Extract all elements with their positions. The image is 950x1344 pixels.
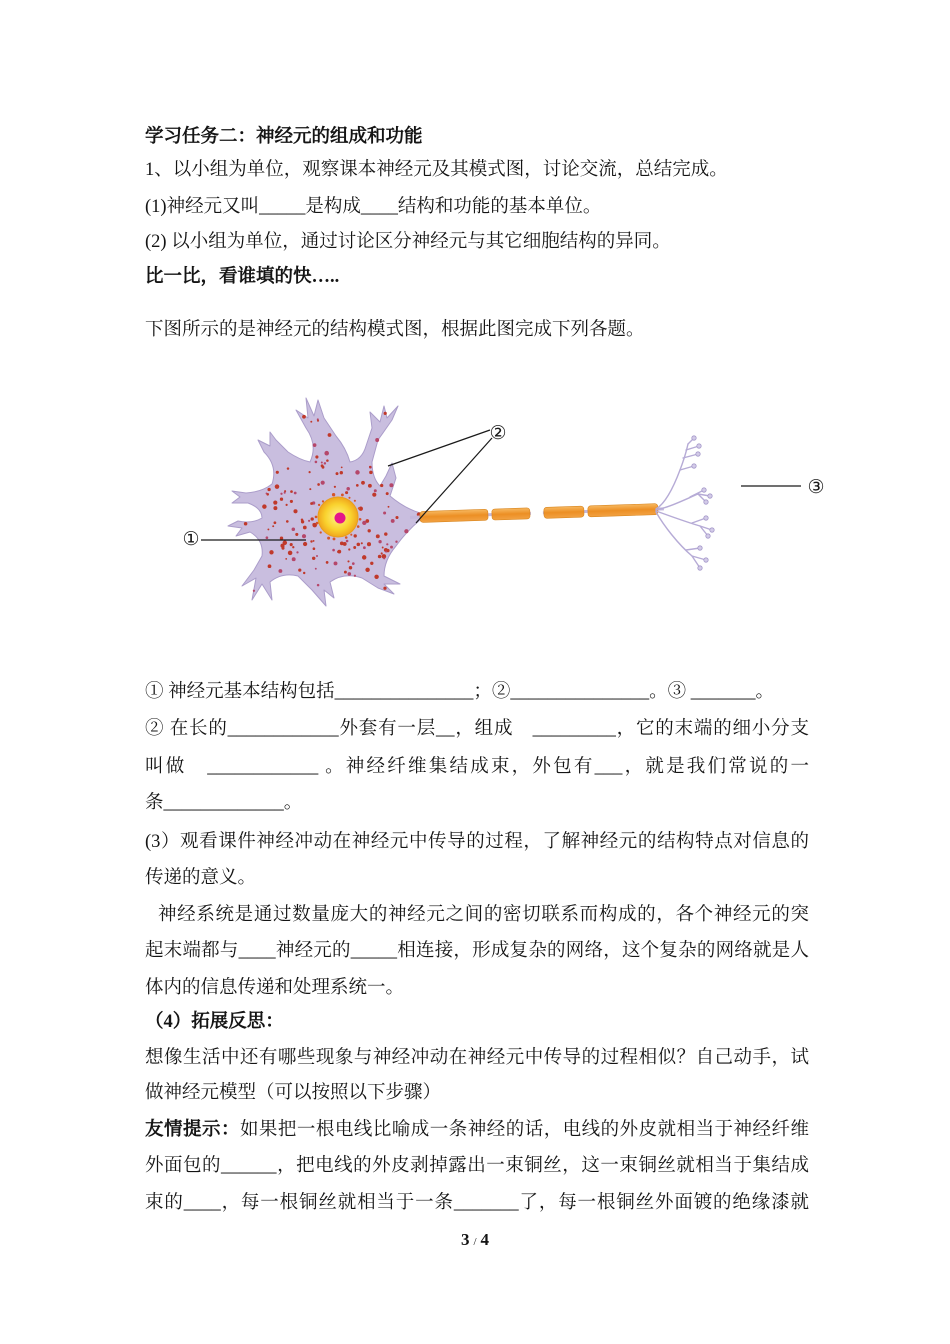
fill-in-item-2-line: 条_____________。 — [145, 793, 303, 813]
cytoplasm-dot — [310, 540, 312, 542]
cytoplasm-dot — [332, 549, 335, 552]
cytoplasm-dot — [301, 518, 304, 521]
cytoplasm-dot — [378, 540, 381, 543]
cytoplasm-dot — [357, 543, 361, 547]
tip-label: 友情提示： — [145, 1120, 240, 1140]
neuron-diagram — [0, 380, 950, 620]
task4-line: 想像生活中还有哪些现象与神经冲动在神经元中传导的过程相似？自己动手，试 — [145, 1048, 809, 1068]
cytoplasm-dot — [376, 534, 380, 538]
cell-body — [228, 398, 420, 606]
cytoplasm-dot — [324, 462, 326, 464]
cytoplasm-dot — [383, 511, 386, 514]
cytoplasm-dot — [352, 562, 355, 565]
cytoplasm-dot — [345, 491, 348, 494]
cytoplasm-dot — [292, 546, 294, 548]
cytoplasm-dot — [275, 484, 280, 489]
cytoplasm-dot — [295, 533, 298, 536]
terminal-knob — [696, 452, 700, 456]
terminal-knob — [692, 464, 696, 468]
axon — [410, 503, 664, 522]
nucleus-granule — [358, 507, 360, 509]
cytoplasm-dot — [268, 564, 272, 568]
cytoplasm-dot — [349, 566, 352, 569]
cytoplasm-dot — [302, 534, 306, 538]
cytoplasm-dot — [344, 571, 347, 574]
cytoplasm-dot — [362, 555, 366, 559]
nucleus-granule — [357, 525, 360, 528]
cytoplasm-dot — [273, 501, 277, 505]
page-number — [0, 1228, 950, 1254]
nucleus-granule — [327, 537, 330, 540]
cytoplasm-dot — [303, 542, 307, 546]
cytoplasm-dot — [292, 557, 296, 561]
cytoplasm-dot — [343, 542, 347, 546]
nucleus-granule — [322, 500, 324, 502]
cytoplasm-dot — [315, 455, 318, 458]
cytoplasm-dot — [244, 522, 248, 526]
nucleus-granule — [318, 504, 320, 506]
cytoplasm-dot — [368, 529, 371, 532]
nucleus-granule — [316, 522, 319, 525]
cytoplasm-dot — [348, 572, 352, 576]
cytoplasm-dot — [276, 471, 279, 474]
cytoplasm-dot — [337, 550, 341, 554]
cytoplasm-dot — [267, 528, 269, 530]
cytoplasm-dot — [315, 461, 318, 464]
cytoplasm-dot — [253, 590, 255, 592]
cytoplasm-dot — [266, 492, 268, 494]
fill-in-item-2-line: 叫做 ____________ 。神经纤维集结成束，外包有___，就是我们常说的一 — [145, 757, 809, 777]
cytoplasm-dot — [372, 493, 376, 497]
terminal-branch — [692, 518, 712, 536]
cytoplasm-dot — [361, 481, 365, 485]
nucleolus — [335, 513, 346, 524]
task4-line: 做神经元模型（可以按照以下步骤） — [145, 1083, 442, 1103]
cytoplasm-dot — [385, 551, 387, 553]
terminal-knob — [708, 494, 712, 498]
cytoplasm-dot — [262, 504, 266, 508]
cytoplasm-dot — [334, 486, 336, 488]
cytoplasm-dot — [386, 492, 389, 495]
cytoplasm-dot — [334, 561, 338, 565]
cytoplasm-dot — [386, 543, 388, 545]
task1-intro: 1、以小组为单位，观察课本神经元及其模式图，讨论交流，总结完成。 — [145, 160, 728, 180]
cytoplasm-dot — [367, 542, 371, 546]
cytoplasm-dot — [309, 471, 311, 473]
cytoplasm-dot — [324, 451, 329, 456]
cytoplasm-dot — [353, 546, 356, 549]
cytoplasm-dot — [288, 551, 293, 556]
nucleus-granule — [320, 531, 322, 533]
axon-terminals — [656, 438, 712, 568]
terminal-branch — [656, 444, 688, 509]
cytoplasm-dot — [292, 527, 296, 531]
cytoplasm-dot — [321, 481, 325, 485]
cytoplasm-dot — [369, 466, 371, 468]
cytoplasm-dot — [328, 433, 332, 437]
cytoplasm-dot — [303, 526, 307, 530]
diagram-label-2: ② — [489, 423, 507, 444]
cytoplasm-dot — [391, 519, 395, 523]
diagram-label-3: ③ — [807, 477, 825, 498]
cytoplasm-dot — [388, 506, 390, 508]
cytoplasm-dot — [374, 575, 378, 579]
terminal-knobs — [692, 436, 714, 570]
cytoplasm-dot — [390, 546, 393, 549]
question-2: (2) 以小组为单位，通过讨论区分神经元与其它细胞结构的异同。 — [145, 232, 671, 252]
cytoplasm-dot — [382, 547, 384, 549]
diagram-label-1: ① — [182, 529, 200, 550]
nucleus-granule — [354, 500, 356, 502]
cytoplasm-dot — [326, 459, 329, 462]
challenge-heading: 比一比，看谁填的快….. — [145, 267, 340, 287]
nucleus-granule — [315, 516, 318, 519]
tip-text: 如果把一根电线比喻成一条神经的话，电线的外皮就相当于神经纤维 — [239, 1120, 809, 1140]
cytoplasm-dot — [317, 483, 320, 486]
terminal-knob — [704, 500, 708, 504]
cytoplasm-dot — [269, 550, 273, 554]
cytoplasm-dot — [378, 555, 382, 559]
cytoplasm-dot — [355, 470, 359, 474]
task3-line: 传递的意义。 — [145, 868, 257, 888]
cytoplasm-dot — [380, 484, 383, 487]
cytoplasm-dot — [395, 540, 397, 542]
task3-line: (3）观看课件神经冲动在神经元中传导的过程，了解神经元的结构特点对信息的 — [145, 832, 809, 852]
page-separator: / — [473, 1236, 477, 1248]
current-page: 3 — [460, 1230, 470, 1249]
cytoplasm-dot — [287, 467, 289, 469]
cytoplasm-dot — [383, 587, 386, 590]
cytoplasm-dot — [395, 516, 398, 519]
nucleus-granule — [333, 537, 336, 540]
cytoplasm-dot — [347, 560, 349, 562]
cytoplasm-dot — [384, 532, 387, 535]
cytoplasm-dot — [290, 543, 293, 546]
cytoplasm-dot — [321, 461, 323, 463]
cytoplasm-dot — [346, 540, 349, 543]
cytoplasm-dot — [280, 537, 283, 540]
cytoplasm-dot — [278, 569, 282, 573]
cytoplasm-dot — [340, 471, 343, 474]
terminal-knob — [698, 546, 702, 550]
cytoplasm-dot — [404, 529, 408, 533]
cytoplasm-dot — [363, 546, 366, 549]
cytoplasm-dot — [313, 547, 316, 550]
cytoplasm-dot — [285, 558, 287, 560]
cytoplasm-dot — [383, 557, 385, 559]
cytoplasm-dot — [309, 488, 311, 490]
nucleus-granule — [345, 536, 348, 539]
terminal-knob — [706, 534, 710, 538]
cytoplasm-dot — [313, 540, 315, 542]
tip-line: 束的____，每一根铜丝就相当于一条_______了，每一根铜丝外面镀的绝缘漆就 — [145, 1193, 809, 1213]
cytoplasm-dot — [316, 555, 318, 557]
cytoplasm-dot — [298, 569, 301, 572]
nucleus-granule — [359, 518, 362, 521]
tip-line: 外面包的______，把电线的外皮剥掉露出一束铜丝，这一束铜丝就相当于集结成 — [145, 1156, 809, 1176]
cytoplasm-dot — [280, 498, 283, 501]
cytoplasm-dot — [356, 484, 359, 487]
cytoplasm-dot — [368, 484, 372, 488]
task3-paragraph-line: 神经系统是通过数量庞大的神经元之间的密切联系而构成的，各个神经元的突 — [158, 905, 809, 925]
myelin-segment — [492, 508, 530, 520]
diagram-instruction: 下图所示的是神经元的结构模式图，根据此图完成下列各题。 — [145, 320, 645, 340]
terminal-knob — [710, 528, 714, 532]
cytoplasm-dot — [311, 517, 314, 520]
cytoplasm-dot — [375, 438, 379, 442]
cytoplasm-dot — [293, 509, 297, 513]
cytoplasm-dot — [362, 521, 366, 525]
cytoplasm-dot — [310, 502, 313, 505]
task3-paragraph-line: 体内的信息传递和处理系统一。 — [145, 978, 405, 998]
cytoplasm-dot — [341, 466, 343, 468]
cytoplasm-dot — [354, 534, 357, 537]
cytoplasm-dot — [280, 493, 282, 495]
fill-in-item-2-line: ② 在长的____________外套有一层__，组成 _________，它的末端的细小分支 — [145, 719, 809, 739]
myelin-segment — [544, 506, 584, 518]
cytoplasm-dot — [336, 472, 339, 475]
cytoplasm-dot — [290, 500, 293, 503]
cytoplasm-dot — [354, 575, 356, 577]
cytoplasm-dot — [315, 568, 317, 570]
cytoplasm-dot — [290, 490, 293, 493]
terminal-knob — [704, 558, 708, 562]
terminal-branch — [686, 548, 706, 568]
cytoplasm-dot — [326, 562, 328, 564]
cytoplasm-dot — [369, 471, 373, 475]
cytoplasm-dot — [267, 488, 270, 491]
cytoplasm-dot — [374, 489, 377, 492]
cytoplasm-dot — [286, 520, 289, 523]
cytoplasm-dot — [286, 504, 288, 506]
cytoplasm-dot — [273, 506, 277, 510]
cytoplasm-dot — [272, 525, 274, 527]
nucleus-granule — [341, 493, 344, 496]
cytoplasm-dot — [381, 552, 383, 554]
terminal-knob — [698, 566, 702, 570]
cytoplasm-dot — [303, 572, 305, 574]
cytoplasm-dot — [384, 412, 387, 415]
cytoplasm-dot — [361, 542, 363, 544]
nucleus-granule — [332, 493, 335, 496]
cytoplasm-dot — [294, 492, 297, 495]
cytoplasm-dot — [281, 547, 284, 550]
task3-paragraph-line: 起末端都与____神经元的_____相连接，形成复杂的网络，这个复杂的网络就是人 — [145, 941, 809, 961]
cytoplasm-dot — [283, 541, 288, 546]
cytoplasm-dot — [308, 520, 310, 522]
terminal-knob — [702, 488, 706, 492]
nucleus-granule — [348, 497, 350, 499]
cytoplasm-dot — [365, 568, 369, 572]
myelin-segment — [588, 504, 658, 517]
leader-line-2a — [388, 430, 490, 466]
myelin-segment — [420, 509, 488, 522]
section-title: 学习任务二：神经元的组成和功能 — [145, 127, 423, 147]
cytoplasm-dot — [370, 562, 373, 565]
cytoplasm-dot — [317, 420, 319, 422]
cytoplasm-dot — [274, 521, 277, 524]
cytoplasm-dot — [266, 536, 269, 539]
cytoplasm-dot — [302, 415, 306, 419]
cytoplasm-dot — [284, 492, 286, 494]
cytoplasm-dot — [389, 483, 393, 487]
cytoplasm-dot — [312, 557, 315, 560]
cytoplasm-dot — [348, 548, 350, 550]
cytoplasm-dot — [346, 487, 350, 491]
question-1: (1)神经元又叫_____是构成____结构和功能的基本单位。 — [145, 197, 602, 217]
terminal-knob — [704, 516, 708, 520]
task4-heading: （4）拓展反思： — [145, 1012, 284, 1032]
cytoplasm-dot — [322, 466, 325, 469]
tip-line — [145, 1118, 809, 1142]
terminal-knob — [692, 436, 696, 440]
fill-in-item-1: ① 神经元基本结构包括_______________；②_______________。③ _______。 — [145, 682, 775, 702]
total-pages: 4 — [480, 1230, 490, 1249]
cytoplasm-dot — [313, 443, 317, 447]
cytoplasm-dot — [296, 551, 298, 553]
cytoplasm-dot — [310, 421, 312, 423]
cytoplasm-dot — [317, 584, 320, 587]
terminal-knob — [697, 444, 701, 448]
nucleus-granule — [350, 534, 352, 536]
